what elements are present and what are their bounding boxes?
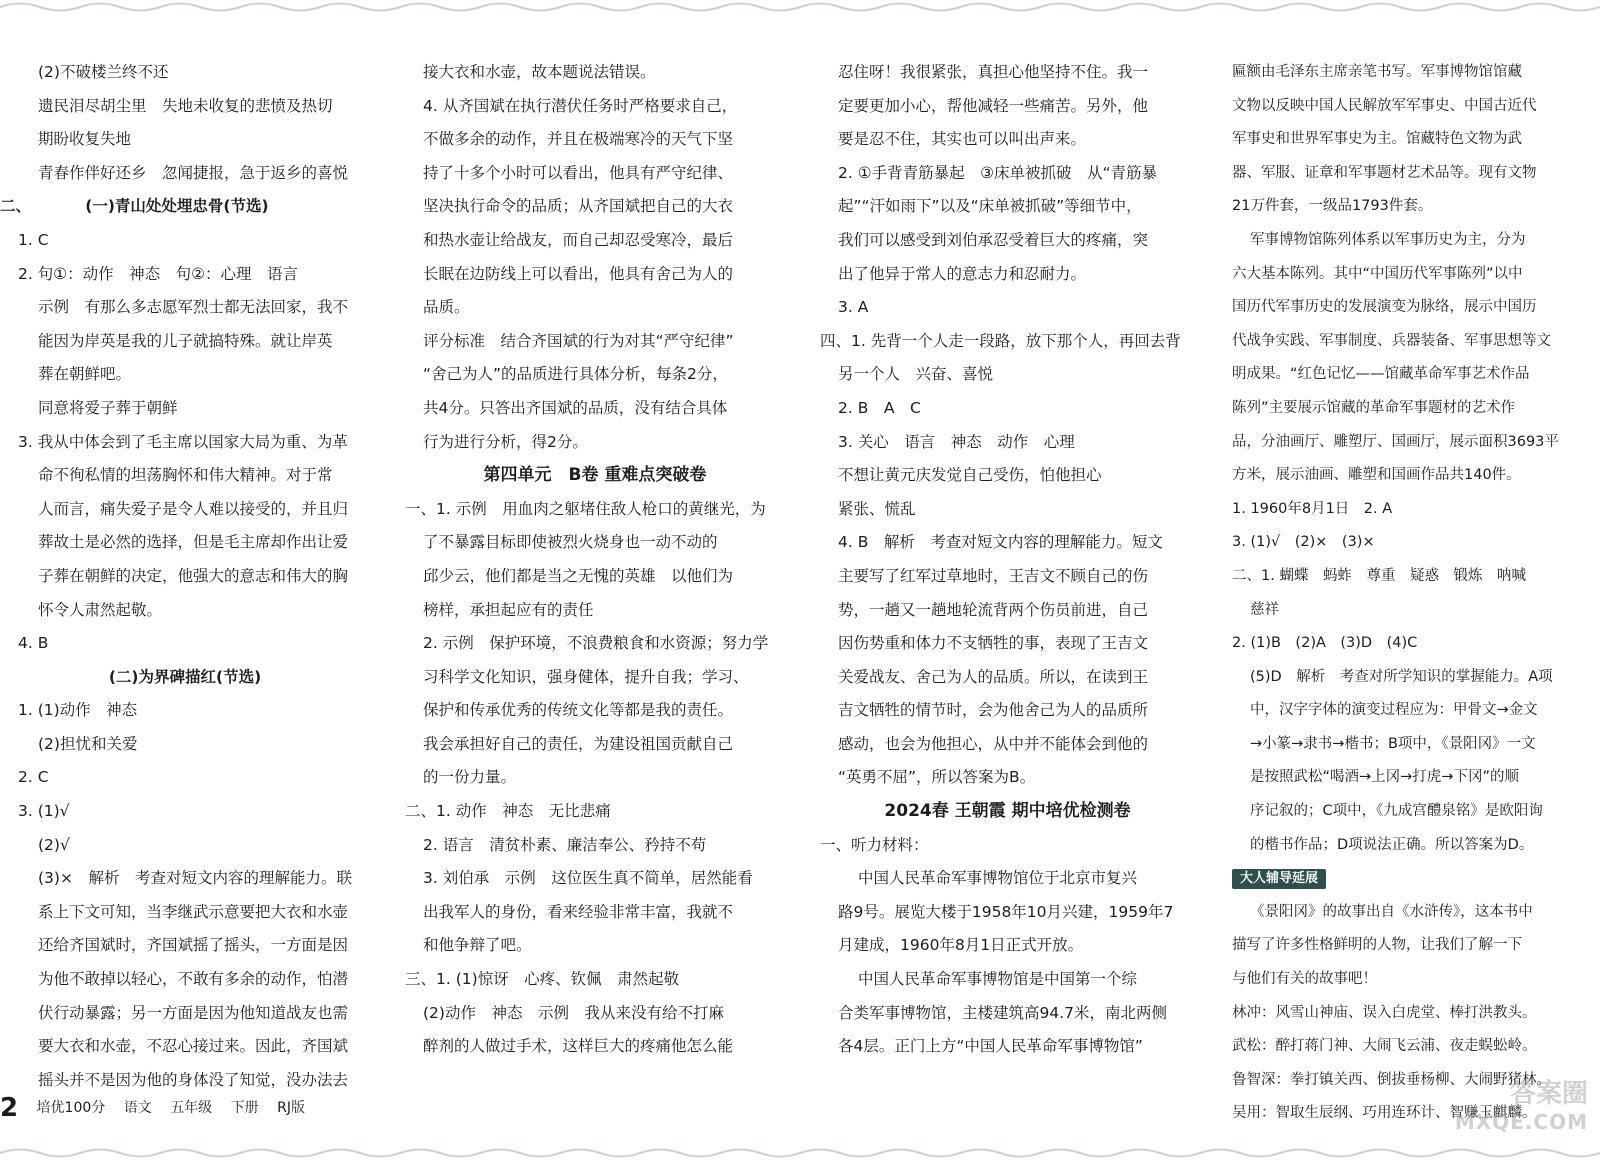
answer-line: 遗民泪尽胡尘里 失地未收复的悲愤及热切 [38,96,333,115]
answer-line: 林冲：风雪山神庙、误入白虎堂、棒打洪教头。 [1232,1004,1537,1021]
answer-line: 习科学文化知识，强身健体，提升自我；学习、 [423,667,749,686]
answer-line: →小篆→隶书→楷书；B项中，《景阳冈》一文 [1250,735,1536,752]
answer-line: 文物以反映中国人民解放军军事史、中国古近代 [1232,97,1537,114]
page-number: 2 [0,1093,19,1123]
footer-grade: 五年级 [170,1100,213,1116]
answer-line: 吴用：智取生辰纲、巧用连环计、智赚玉麒麟。 [1232,1105,1537,1122]
footer-subject: 语文 [123,1100,152,1116]
answer-line: 慈祥 [1250,601,1279,618]
answer-line: 醉剂的人做过手术，这样巨大的疼痛他怎么能 [423,1037,734,1056]
answer-line: “英勇不屈”，所以答案为B。 [838,768,1036,787]
answer-line: 与他们有关的故事吧！ [1232,971,1377,988]
answer-line: (2)动作 神态 示例 我从来没有给不打麻 [423,1003,724,1022]
top-wave-border [0,0,1600,14]
answer-line: 明成果。“红色记忆——馆藏革命军事艺术作品 [1232,366,1530,383]
answer-line: 另一个人 兴奋、喜悦 [838,365,994,384]
answer-line: 合类军事博物馆，主楼建筑高94.7米，南北两侧 [838,1003,1168,1022]
answer-line: 2. (1)B (2)A (3)D (4)C [1232,635,1418,652]
badge-label: 大人辅导延展 [1232,869,1326,889]
answer-line: 鲁智深：拳打镇关西、倒拔垂杨柳、大闹野猪林。 [1232,1071,1551,1088]
answer-line: 二、1. 蝴蝶 蚂蚱 尊重 疑惑 锻炼 呐喊 [1232,567,1526,584]
answer-line: 一、1. 示例 用血肉之躯堵住敌人枪口的黄继光，为 [405,499,766,518]
page-footer [0,1092,319,1124]
answer-line: 和热水壶让给战友，而自己却忍受寒冷，最后 [423,230,734,249]
answer-line: 同意将爱子葬于朝鲜 [38,398,178,417]
answer-line: 2. 语言 清贫朴素、廉洁奉公、矜持不苟 [423,835,707,854]
answer-line: 《景阳冈》的故事出自《水浒传》，这本书中 [1250,903,1533,920]
answer-line: 2. ①手背青筋暴起 ③床单被抓破 从“青筋暴 [838,163,1158,182]
answer-line: “舍己为人”的品质进行具体分析，每条2分， [423,365,728,384]
section-heading: 二、 (一)青山处处埋忠骨(节选) [0,197,269,216]
answer-line: 4. B 解析 考查对短文内容的理解能力。短文 [838,533,1163,552]
answer-line: 匾额由毛泽东主席亲笔书写。军事博物馆馆藏 [1232,64,1522,80]
answer-line: 长眠在边防线上可以看出，他具有舍己为人的 [423,264,734,283]
answer-line: 人而言，痛失爱子是令人难以接受的，并且归 [38,499,349,518]
answer-line: 评分标准 结合齐国斌的行为对其“严守纪律” [423,331,734,350]
answer-line: 紧张、慌乱 [838,499,916,518]
answer-line: 还给齐国斌时，齐国斌摇了摇头，一方面是因 [38,936,349,955]
bottom-wave-border [0,1146,1600,1160]
answer-line: 不做多余的动作，并且在极端寒冷的天气下坚 [423,130,734,149]
answer-line: 命不徇私情的坦荡胸怀和伟大精神。对于常 [38,466,333,485]
answer-line: 葬故土是必然的选择，但是毛主席却作出让爱 [38,533,349,552]
answer-line: 势，一趟又一趟地轮流背两个伤员前进，自己 [838,600,1149,619]
answer-line: 出我军人的身份，看来经验非常丰富，我就不 [423,902,734,921]
answer-column-4 [1232,56,1582,1122]
answer-column-3 [820,56,1195,1104]
section-heading: (二)为界碑描红(节选) [108,667,262,686]
site-watermark [1418,1080,1588,1136]
answer-line: 1. 1960年8月1日 2. A [1232,500,1393,517]
answer-line: 示例 有那么多志愿军烈士都无法回家，我不 [38,298,349,317]
answer-line: 国历代军事历史的发展演变为脉络，展示中国历 [1232,299,1537,316]
section-heading: 2024春 王朝霞 期中培优检测卷 [884,801,1131,822]
answer-line: 2. 句①：动作 神态 句②：心理 语言 [18,264,299,283]
answer-line: 3. 关心 语言 神态 动作 心理 [838,432,1075,451]
answer-line: 代战争实践、军事制度、兵器装备、军事思想等文 [1232,332,1551,349]
answer-line: 吉文牺牲的情节时，会为他舍己为人的品质所 [838,701,1149,720]
answer-line: 是按照武松“喝酒→上冈→打虎→下冈”的顺 [1250,769,1519,786]
answer-column-1 [0,56,370,1104]
answer-line: 军事博物馆陈列体系以军事历史为主，分为 [1250,231,1526,248]
answer-line: 要大衣和水壶，不忍心接过来。因此，齐国斌 [38,1037,349,1056]
answer-line: 接大衣和水壶，故本题说法错误。 [423,63,656,81]
answer-line: 共4分。只答出齐国斌的品质，没有结合具体 [423,398,728,417]
answer-line: 2. 示例 保护环境，不浪费粮食和水资源；努力学 [423,634,769,653]
answer-line: 陈列”主要展示馆藏的革命军事题材的艺术作 [1232,399,1516,416]
answer-line: 器、军服、证章和军事题材艺术品等。现有文物 [1232,164,1537,181]
answer-line: 榜样，承担起应有的责任 [423,600,594,619]
answer-line: 3. (1)√ [18,802,70,821]
answer-line: 子葬在朝鲜的决定，他强大的意志和伟大的胸 [38,566,349,585]
answer-line: 路9号。展览大楼于1958年10月兴建，1959年7 [838,902,1174,921]
answer-line: 了不暴露目标即使被烈火烧身也一动不动的 [423,533,718,552]
answer-line: 中国人民革命军事博物馆位于北京市复兴 [858,869,1138,888]
answer-line: 3. 刘伯承 示例 这位医生真不简单，居然能看 [423,869,753,888]
answer-line: 邱少云，他们都是当之无愧的英雄 以他们为 [423,566,734,585]
answer-line: 六大基本陈列。其中“中国历代军事陈列”以中 [1232,265,1523,282]
answer-line: 3. A [838,298,869,317]
answer-line: 伏行动暴露；另一方面是因为他知道战友也需 [38,1003,349,1022]
answer-line: 出了他异于常人的意志力和忍耐力。 [838,264,1087,283]
answer-line: 期盼收复失地 [38,130,132,149]
answer-line: 怀令人肃然起敬。 [38,600,163,619]
answer-line: 一、听力材料： [820,835,929,854]
answer-line: 二、1. 动作 神态 无比悲痛 [405,802,611,821]
answer-line: 序记叙的；C项中，《九成宫醴泉铭》是欧阳询 [1250,803,1543,820]
answer-line: 4. 从齐国斌在执行潜伏任务时严格要求自己， [423,96,738,115]
answer-line: 各4层。正门上方“中国人民革命军事博物馆” [838,1037,1143,1056]
answer-line: 保护和传承优秀的传统文化等都是我的责任。 [423,701,734,720]
answer-line: 青春作伴好还乡 忽闻捷报，急于返乡的喜悦 [38,163,349,182]
section-badge [1232,862,1582,896]
answer-line: 2. B A C [838,398,921,417]
answer-line: 摇头并不是因为他的身体没了知觉，没办法去 [38,1070,349,1089]
watermark-url: MXQE.COM [1454,1110,1588,1134]
answer-line: 主要写了红军过草地时，王吉文不顾自己的伤 [838,566,1149,585]
answer-line: 4. B [18,634,49,653]
answer-line: 感动，也会为他担心，从中并不能体会到他的 [838,734,1149,753]
answer-line: 3. (1)√ (2)× (3)× [1232,534,1375,551]
answer-line: 四、1. 先背一个人走一段路，放下那个人，再回去背 [820,331,1181,350]
answer-line: 1. C [18,230,49,249]
answer-line: 系上下文可知，当李继武示意要把大衣和水壶 [38,902,349,921]
watermark-text: 答案圈 [1509,1079,1588,1109]
answer-line: 我们可以感受到刘伯承忍受着巨大的疼痛，突 [838,230,1149,249]
answer-line: 葬在朝鲜吧。 [38,365,132,384]
answer-line: 三、1. (1)惊讶 心疼、钦佩 肃然起敬 [405,970,680,989]
answer-line: 能因为岸英是我的儿子就搞特殊。就让岸英 [38,331,333,350]
answer-line: 我会承担好自己的责任，为建设祖国贡献自己 [423,734,734,753]
answer-line: (5)D 解析 考查对所学知识的掌握能力。A项 [1250,668,1553,685]
answer-line: 中国人民革命军事博物馆是中国第一个综 [858,970,1138,989]
answer-line: 定要更加小心，帮他减轻一些痛苦。另外，他 [838,96,1149,115]
answer-line: 描写了许多性格鲜明的人物，让我们了解一下 [1232,937,1522,954]
answer-line: 品质。 [423,298,470,317]
answer-line: 21万件套，一级品1793件套。 [1232,198,1433,215]
answer-line: 方米，展示油画、雕塑和国画作品共140件。 [1232,467,1521,484]
answer-line: (3)× 解析 考查对短文内容的理解能力。联 [38,869,352,888]
answer-line: 1. (1)动作 神态 [18,701,138,720]
answer-line: 持了十多个小时可以看出，他具有严守纪律、 [423,163,734,182]
answer-line: 起”“汗如雨下”以及“床单被抓破”等细节中， [838,197,1142,216]
answer-line: 不想让黄元庆发觉自己受伤，怕他担心 [838,466,1102,485]
answer-line: (2)不破楼兰终不还 [38,63,169,81]
answer-line: 3. 我从中体会到了毛主席以国家大局为重、为革 [18,432,348,451]
answer-line: 的一份力量。 [423,768,517,787]
answer-line: 的楷书作品；D项说法正确。所以答案为D。 [1250,836,1534,853]
answer-line: 品，分油画厅、雕塑厅、国画厅，展示面积3693平 [1232,433,1559,450]
answer-line: 中，汉字字体的演变过程应为：甲骨文→金文 [1250,702,1538,719]
answer-line: 行为进行分析，得2分。 [423,432,588,451]
answer-line: 忍住呀！我很紧张，真担心他坚持不住。我一 [838,63,1149,81]
footer-volume: 下册 [230,1100,259,1116]
answer-line: (2)√ [38,835,70,854]
footer-edition: RJ版 [277,1100,305,1116]
footer-book-title: 培优100分 [36,1100,106,1116]
answer-line: 武松：醉打蒋门神、大闹飞云浦、夜走蜈蚣岭。 [1232,1038,1537,1055]
answer-line: 2. C [18,768,49,787]
answer-line: 为他不敢掉以轻心，不敢有多余的动作，怕潜 [38,970,349,989]
answer-line: 和他争辩了吧。 [423,936,532,955]
section-heading: 第四单元 B卷 重难点突破卷 [483,465,707,486]
answer-line: 坚决执行命令的品质；从齐国斌把自己的大衣 [423,197,734,216]
answer-column-2 [405,56,785,1104]
answer-line: 军事史和世界军事史为主。馆藏特色文物为武 [1232,131,1522,148]
answer-line: 要是忍不住，其实也可以叫出声来。 [838,130,1087,149]
answer-line: 关爱战友、舍己为人的品质。所以，在读到王 [838,667,1149,686]
answer-line: (2)担忧和关爱 [38,734,138,753]
answer-line: 月建成，1960年8月1日正式开放。 [838,936,1084,955]
answer-line: 因伤势重和体力不支牺牲的事，表现了王吉文 [838,634,1149,653]
